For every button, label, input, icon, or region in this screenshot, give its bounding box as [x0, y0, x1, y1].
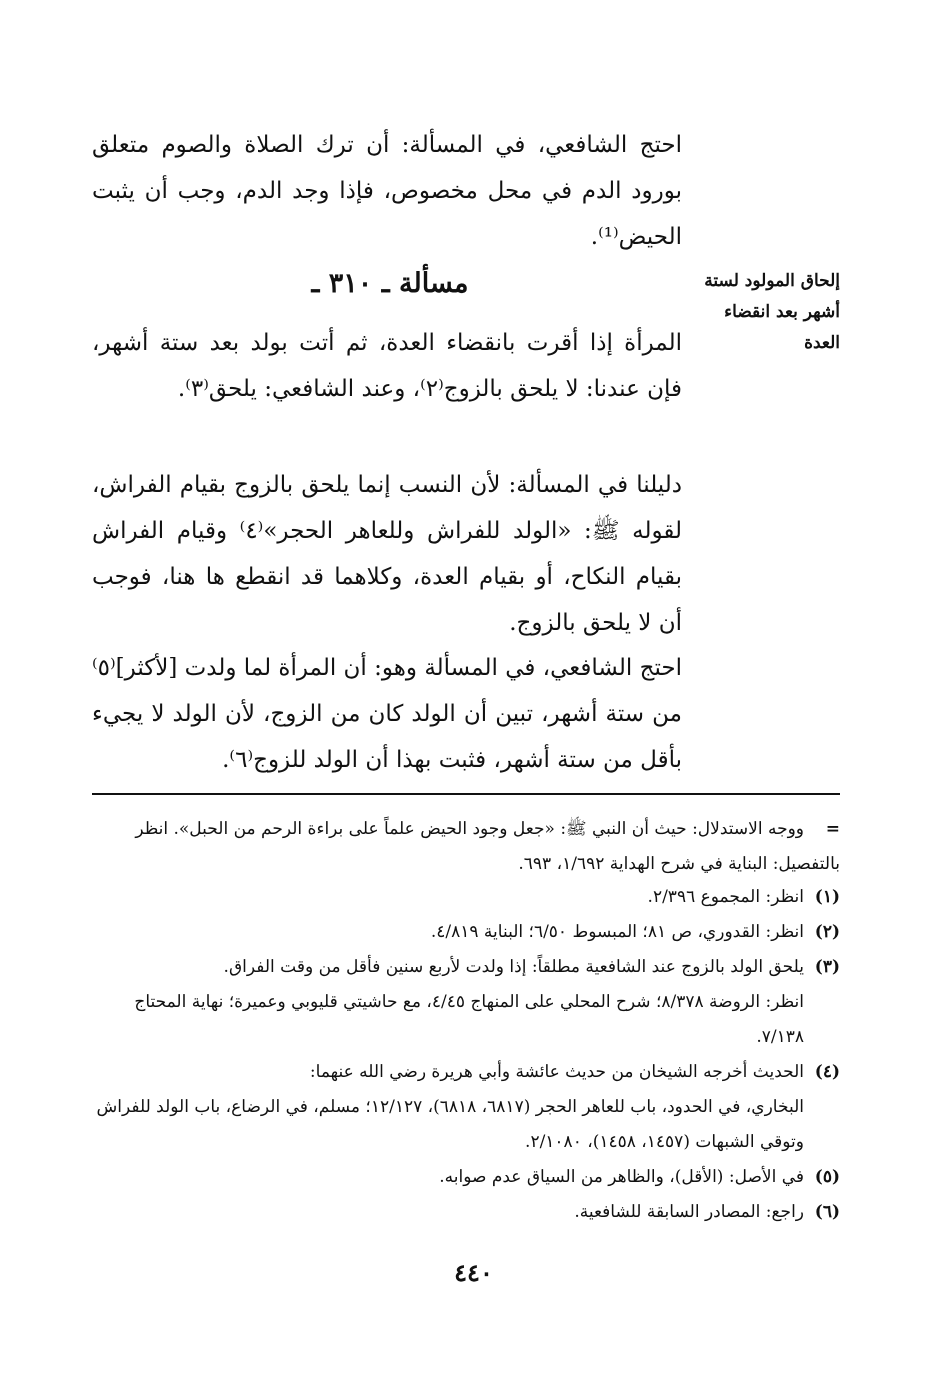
footnote-number: (٣): [814, 957, 840, 977]
footnote-text: راجع: المصادر السابقة للشافعية.: [574, 1202, 804, 1222]
footnote-4-references: البخاري، في الحدود، باب للعاهر الحجر (٦٨١٧، ٦٨١٨)، ١٢/١٢٧؛ مسلم، في الرضاع، باب الولد للفراش وتوقي الشبهات (١٤٥٧، ١٤٥٨)، ٢/١٠٨٠.: [96, 1097, 804, 1152]
footnote-divider: [92, 793, 840, 795]
footnote-2: [92, 915, 840, 950]
footnote-text: انظر: المجموع ٢/٣٩٦.: [647, 887, 804, 907]
footnote-text: الحديث أخرجه الشيخان من حديث عائشة وأبي هريرة رضي الله عنهما:: [309, 1062, 804, 1082]
footnote-3-references: انظر: الروضة ٨/٣٧٨؛ شرح المحلي على المنهاج ٤/٤٥، مع حاشيتي قليوبي وعميرة؛ نهاية المحتاج ٧/١٣٨.: [134, 992, 804, 1047]
footnote-6: [92, 1195, 840, 1230]
paragraph-our-evidence: دليلنا في المسألة: لأن النسب إنما يلحق بالزوج بقيام الفراش، لقوله ﷺ: «الولد للفراش وللعاهر الحجر»⁽٤⁾ وقيام الفراش بقيام النكاح، أو بقيام العدة، وكلاهما قد انقطع ها هنا، فوجب أن لا يلحق بالزوج.: [92, 472, 682, 636]
paragraph-shafii-argument: احتج الشافعي، في المسألة وهو: أن المرأة لما ولدت [لأكثر]⁽٥⁾ من ستة أشهر، تبين أن الولد كان من الزوج، لأن الولد لا يجيء بأقل من ستة أشهر، فثبت بهذا أن الولد للزوج⁽٦⁾.: [92, 655, 682, 773]
footnote-text: يلحق الولد بالزوج عند الشافعية مطلقاً: إذا ولدت لأربع سنين فأقل من وقت الفراق.: [223, 957, 804, 977]
footnote-3: [92, 950, 840, 985]
section-heading: مسألة ـ ٣١٠ ـ: [311, 268, 469, 299]
footnote-number: (٤): [814, 1062, 840, 1082]
footnote-text: في الأصل: (الأقل)، والظاهر من السياق عدم صوابه.: [439, 1167, 804, 1187]
paragraph-issue-statement: المرأة إذا أقرت بانقضاء العدة، ثم أتت بولد بعد ستة أشهر، فإن عندنا: لا يلحق بالزوج⁽٢⁾، وعند الشافعي: يلحق⁽٣⁾.: [92, 330, 682, 402]
footnote-5: [92, 1160, 840, 1195]
footnote-number: (٦): [814, 1202, 840, 1222]
footnote-text: ووجه الاستدلال: حيث أن النبي ﷺ: «جعل وجود الحيض علماً على براءة الرحم من الحبل». انظر بالتفصيل: البناية في شرح الهداية ١/٦٩٢، ٦٩٣.: [135, 819, 840, 874]
footnote-text: انظر: القدوري، ص ٨١؛ المبسوط ٦/٥٠؛ البناية ٤/٨١٩.: [430, 922, 804, 942]
footnote-4: [92, 1055, 840, 1090]
continuation-marker: =: [825, 819, 840, 839]
paragraph-shafii-argument-menstruation: احتج الشافعي، في المسألة: أن ترك الصلاة والصوم متعلق بورود الدم في محل مخصوص، فإذا وجد الدم، وجب أن يثبت الحيض⁽¹⁾.: [92, 132, 682, 250]
footnote-number: (١): [814, 887, 840, 907]
footnote-1: [92, 880, 840, 915]
page-number: ٤٤٠: [454, 1258, 493, 1287]
footnote-continuation: [92, 812, 840, 882]
margin-note: إلحاق المولود لستة أشهر بعد انقضاء العدة: [704, 271, 840, 353]
footnote-number: (٢): [814, 922, 840, 942]
footnote-number: (٥): [814, 1167, 840, 1187]
